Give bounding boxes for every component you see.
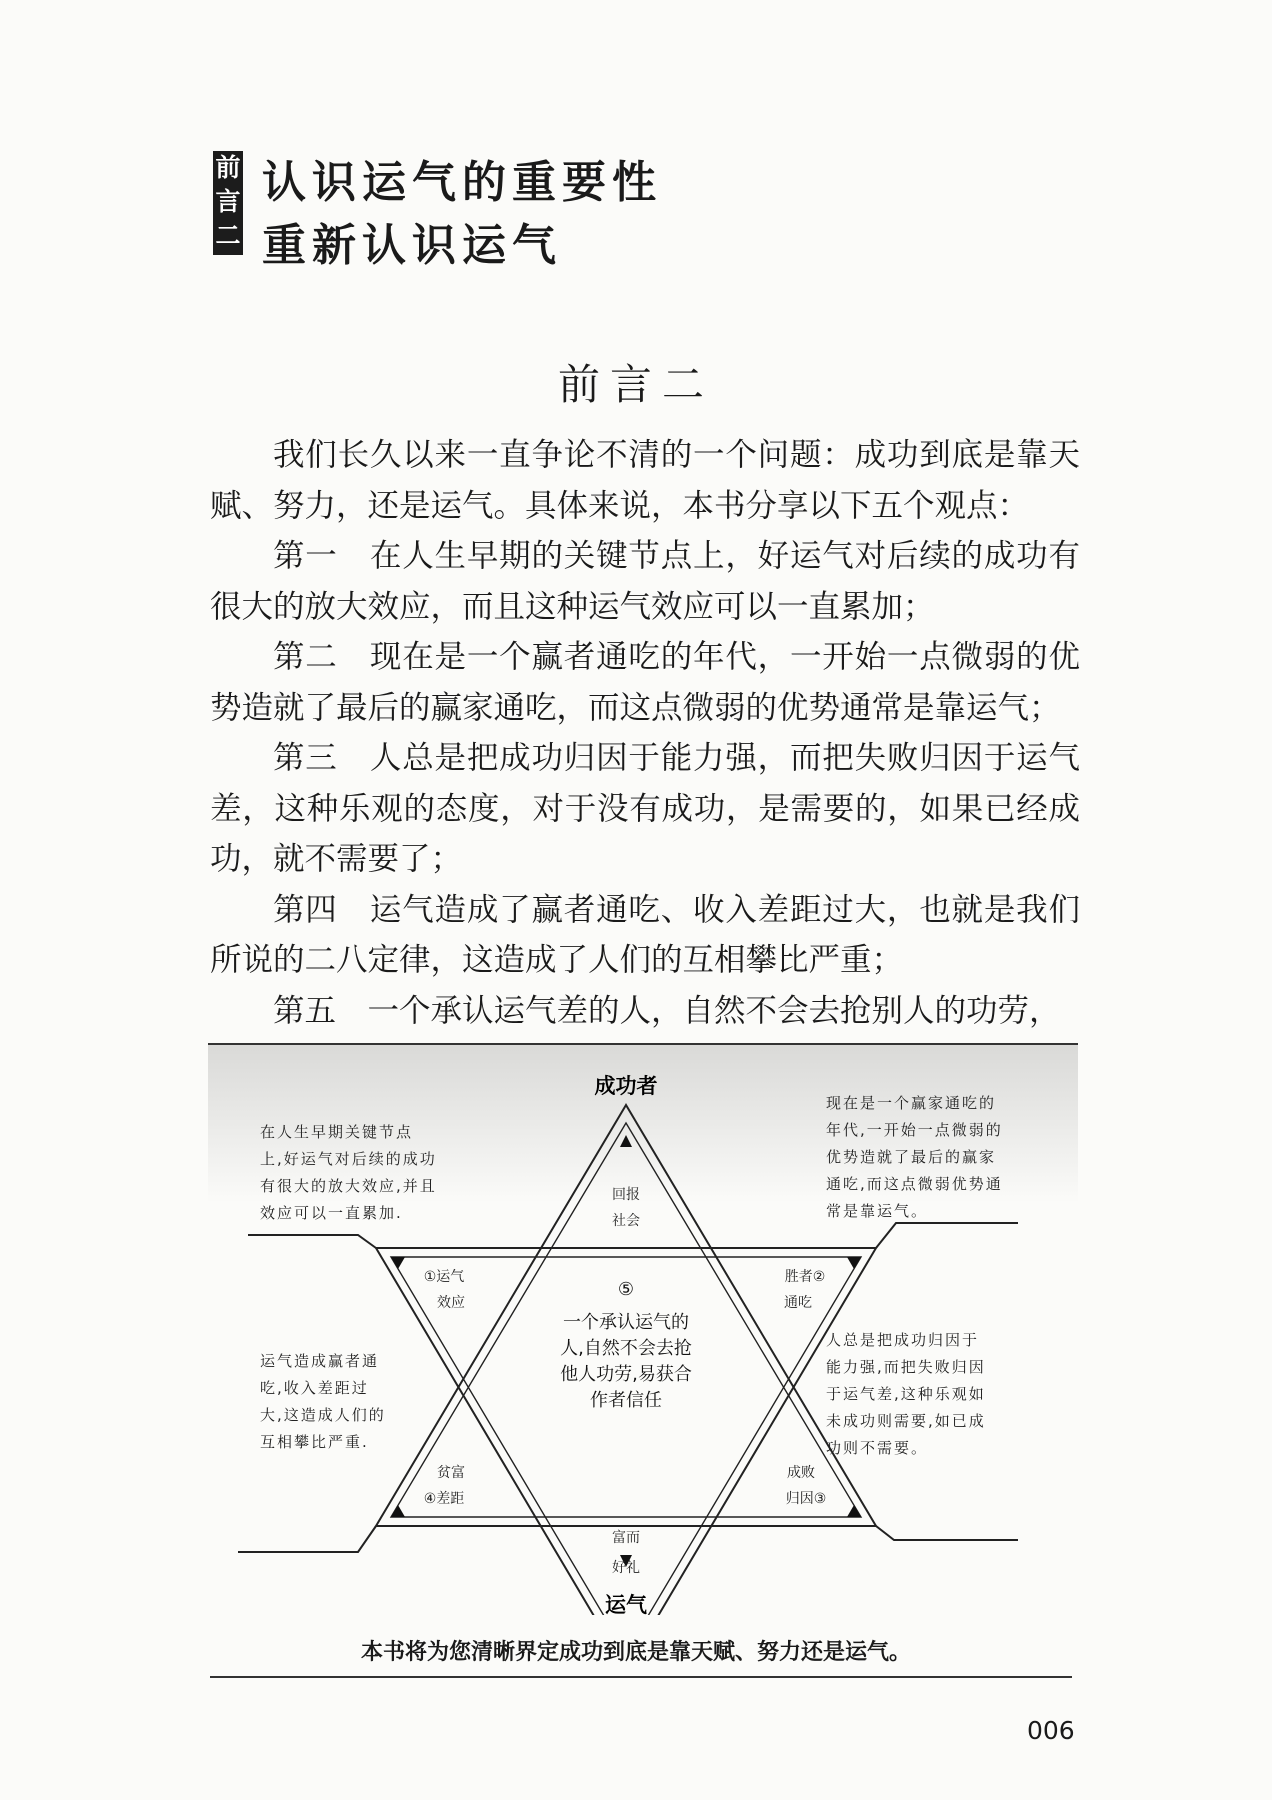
paragraph: 第五 一个承认运气差的人，自然不会去抢别人的功劳， xyxy=(273,992,1061,1029)
header-line-1: 认识运气的重要性 xyxy=(262,157,662,208)
section-title: 前言二 xyxy=(557,360,714,409)
point-3-label: 成败 xyxy=(787,1465,815,1481)
side-tag-char: 前 xyxy=(215,153,241,182)
note-top-left: 效应可以一直累加. xyxy=(260,1204,403,1222)
side-tag-char: 言 xyxy=(215,187,241,216)
bottom-tri-label: 好礼 xyxy=(612,1560,640,1576)
corner-marker xyxy=(847,1257,861,1269)
paragraph: 我们长久以来一直争论不清的一个问题：成功到底是靠天赋、努力，还是运气。具体来说，本书分享以下五个观点： xyxy=(210,437,1080,524)
note-top-right: 常是靠运气。 xyxy=(826,1202,929,1220)
center-text: 人,自然不会去抢 xyxy=(560,1338,692,1359)
caption-rule xyxy=(210,1676,1072,1678)
note-bottom-left: 吃,收入差距过 xyxy=(260,1379,369,1397)
note-top-right: 现在是一个赢家通吃的 xyxy=(826,1094,997,1112)
diagram-caption: 本书将为您清晰界定成功到底是靠天赋、努力还是运气。 xyxy=(360,1640,911,1665)
point-4-label: 贫富 xyxy=(437,1465,465,1481)
corner-marker xyxy=(391,1505,405,1517)
label-successor: 成功者 xyxy=(594,1074,658,1098)
note-bottom-right: 未成功则需要,如已成 xyxy=(826,1412,986,1430)
bracket-top-left xyxy=(248,1235,376,1248)
page-number: 006 xyxy=(1027,1716,1075,1745)
bracket-bottom-right xyxy=(876,1526,1018,1540)
note-top-left: 上,好运气对后续的成功 xyxy=(260,1150,437,1168)
bracket-bottom-left xyxy=(238,1526,376,1552)
paragraph: 第三 人总是把成功归因于能力强，而把失败归因于运气差，这种乐观的态度，对于没有成功，是需要的，如果已经成功，就不需要了； xyxy=(210,740,1080,877)
note-bottom-left: 互相攀比严重. xyxy=(260,1433,369,1451)
paragraph: 第一 在人生早期的关键节点上，好运气对后续的成功有很大的放大效应，而且这种运气效应可以一直累加； xyxy=(210,538,1080,625)
point-1-label: ①运气 xyxy=(423,1269,465,1285)
note-top-left: 有很大的放大效应,并且 xyxy=(260,1177,437,1195)
center-text: 他人功劳,易获合 xyxy=(560,1364,692,1385)
center-text: 一个承认运气的 xyxy=(563,1312,689,1333)
label-luck: 运气 xyxy=(605,1593,647,1615)
note-bottom-left: 大,这造成人们的 xyxy=(260,1406,386,1424)
note-bottom-right: 于运气差,这种乐观如 xyxy=(826,1385,986,1403)
corner-marker xyxy=(847,1505,861,1517)
note-bottom-right: 人总是把成功归因于 xyxy=(826,1331,980,1349)
note-bottom-left: 运气造成赢者通 xyxy=(260,1352,380,1370)
note-bottom-right: 功则不需要。 xyxy=(826,1439,929,1457)
top-tri-label: 社会 xyxy=(612,1213,640,1229)
paragraph: 第二 现在是一个赢者通吃的年代，一开始一点微弱的优势造就了最后的赢家通吃，而这点微弱的优势通常是靠运气； xyxy=(210,639,1080,726)
chapter-side-tag xyxy=(213,151,243,255)
point-1-label: 效应 xyxy=(437,1295,465,1311)
bracket-top-right xyxy=(876,1223,1018,1248)
note-top-left: 在人生早期关键节点 xyxy=(260,1123,414,1141)
point-2-label: 胜者② xyxy=(784,1269,826,1285)
center-text: 作者信任 xyxy=(590,1390,662,1411)
side-tag-char: 二 xyxy=(215,221,241,250)
paragraph: 第四 运气造成了赢者通吃、收入差距过大，也就是我们所说的二八定律，这造成了人们的互相攀比严重； xyxy=(210,891,1080,978)
point-2-label: 通吃 xyxy=(784,1295,812,1311)
bottom-tri-label: 富而 xyxy=(612,1530,640,1546)
note-top-right: 通吃,而这点微弱优势通 xyxy=(826,1175,1003,1193)
center-number: ⑤ xyxy=(617,1279,635,1300)
note-bottom-right: 能力强,而把失败归因 xyxy=(826,1358,986,1376)
note-top-right: 年代,一开始一点微弱的 xyxy=(826,1121,1003,1139)
top-tri-label: 回报 xyxy=(612,1187,640,1203)
header-line-2: 重新认识运气 xyxy=(262,220,562,271)
note-top-right: 优势造就了最后的赢家 xyxy=(826,1148,997,1166)
point-3-label: 归因③ xyxy=(785,1491,827,1507)
point-4-label: ④差距 xyxy=(423,1491,465,1507)
corner-marker xyxy=(391,1257,405,1269)
hexagram-diagram xyxy=(208,1035,1078,1615)
body-text xyxy=(210,430,1080,1036)
